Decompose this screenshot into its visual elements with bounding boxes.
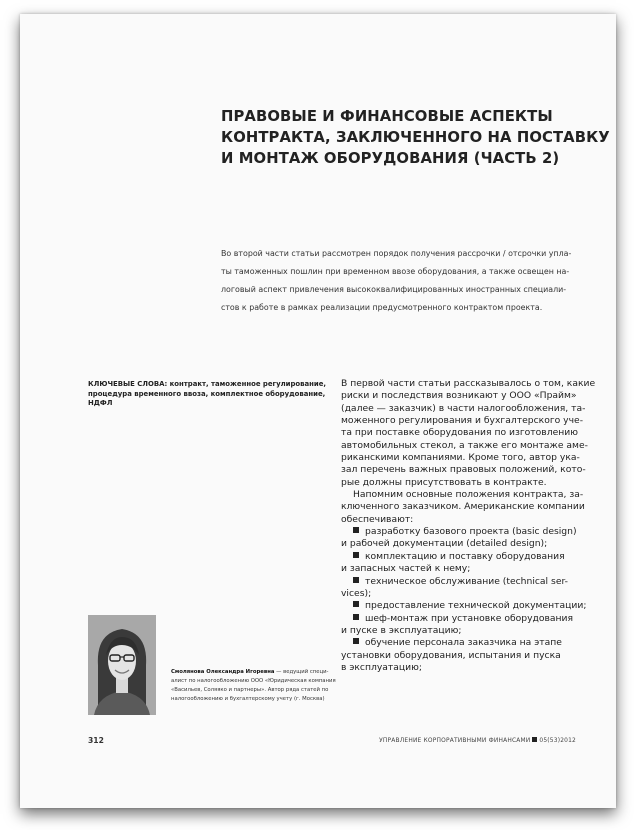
- body-line: установки оборудования, испытания и пуска: [341, 649, 561, 661]
- body-line: зал перечень важных правовых положений, кото-: [341, 464, 586, 476]
- square-separator-icon: [532, 737, 537, 742]
- list-item: [341, 600, 601, 612]
- list-item: [341, 576, 601, 588]
- body-line: и пуске в эксплуатацию;: [341, 624, 462, 636]
- author-info: [171, 668, 336, 704]
- body-line: в эксплуатацию;: [341, 661, 422, 673]
- body-line: ключенного заказчиком. Американские компании: [341, 501, 585, 513]
- list-item-text: предоставление технической документации;: [365, 600, 587, 612]
- keywords-line: процедура временного ввоза, комплектное оборудование,: [88, 389, 326, 398]
- author-role: — ведущий специ-: [274, 669, 329, 675]
- abstract-line: логовый аспект привлечения высококвалифицированных иностранных специали-: [221, 285, 567, 294]
- bullet-icon: [353, 527, 359, 533]
- author-line: налогообложению и бухгалтерскому учету (г. Москва): [171, 696, 325, 702]
- keywords-line: НДФЛ: [88, 399, 113, 407]
- body-line: vices);: [341, 587, 372, 599]
- body-line: обеспечивают:: [341, 513, 414, 525]
- abstract-line: ты таможенных пошлин при временном ввозе оборудования, а также освещен на-: [221, 267, 570, 276]
- list-item-text: обучение персонала заказчика на этапе: [365, 637, 562, 649]
- title-line: КОНТРАКТА, ЗАКЛЮЧЕННОГО НА ПОСТАВКУ: [221, 129, 610, 146]
- body-line: риканскими компаниями. Кроме того, автор ука-: [341, 452, 580, 464]
- body-line: та при поставке оборудования по изготовлению: [341, 427, 578, 439]
- body-line: моженного регулирования и бухгалтерского уче-: [341, 415, 584, 427]
- body-line: автомобильных стекол, а также его монтаже аме-: [341, 439, 588, 451]
- journal-footer: [379, 737, 576, 744]
- body-line: рые должны присутствовать в контракте.: [341, 476, 547, 488]
- author-name: Смолянова Олександра Игоревна: [171, 669, 275, 675]
- author-line: алист по налогообложению ООО «Юридическая компания: [171, 678, 336, 684]
- bullet-icon: [353, 552, 359, 558]
- keywords-block: [88, 380, 328, 409]
- bullet-icon: [353, 577, 359, 583]
- journal-name: УПРАВЛЕНИЕ КОРПОРАТИВНЫМИ ФИНАНСАМИ: [379, 738, 531, 744]
- bullet-icon: [353, 638, 359, 644]
- abstract-line: стов к работе в рамках реализации предусмотренного контрактом проекта.: [221, 303, 543, 312]
- issue-number: 05(53)2012: [539, 738, 576, 744]
- list-item: [341, 637, 601, 649]
- abstract-line: Во второй части статьи рассмотрен порядок получения рассрочки / отсрочки упла-: [221, 249, 572, 258]
- list-item-text: техническое обслуживание (technical ser-: [365, 575, 568, 587]
- body-line: В первой части статьи рассказывалось о том, какие: [341, 378, 596, 389]
- body-line: и рабочей документации (detailed design);: [341, 538, 548, 550]
- title-line: ПРАВОВЫЕ И ФИНАНСОВЫЕ АСПЕКТЫ: [221, 108, 553, 125]
- article-title: [221, 106, 610, 169]
- list-item-text: разработку базового проекта (basic design): [365, 526, 577, 538]
- page-number: 312: [88, 736, 104, 745]
- keywords-line: КЛЮЧЕВЫЕ СЛОВА: контракт, таможенное регулирование,: [88, 380, 327, 388]
- body-line: и запасных частей к нему;: [341, 563, 471, 575]
- body-line: Напомним основные положения контракта, за-: [353, 489, 584, 501]
- article-abstract: [221, 245, 601, 317]
- bullet-icon: [353, 601, 359, 607]
- title-line: И МОНТАЖ ОБОРУДОВАНИЯ (ЧАСТЬ 2): [221, 150, 560, 167]
- list-item-text: шеф-монтаж при установке оборудования: [365, 612, 574, 624]
- document-page: [20, 14, 616, 808]
- author-line: [171, 668, 331, 677]
- author-portrait-icon: [88, 615, 156, 715]
- list-item: [341, 551, 601, 563]
- list-item: [341, 613, 601, 625]
- bullet-icon: [353, 614, 359, 620]
- author-photo: [88, 615, 156, 715]
- article-body: [341, 378, 601, 674]
- body-line: (далее — заказчик) в части налогообложения, та-: [341, 402, 586, 414]
- body-line: риски и последствия возникают у ООО «Прайм»: [341, 390, 577, 402]
- list-item-text: комплектацию и поставку оборудования: [365, 550, 565, 562]
- author-line: «Васильев, Соляяко и партнеры». Автор ряда статей по: [171, 687, 329, 693]
- list-item: [341, 526, 601, 538]
